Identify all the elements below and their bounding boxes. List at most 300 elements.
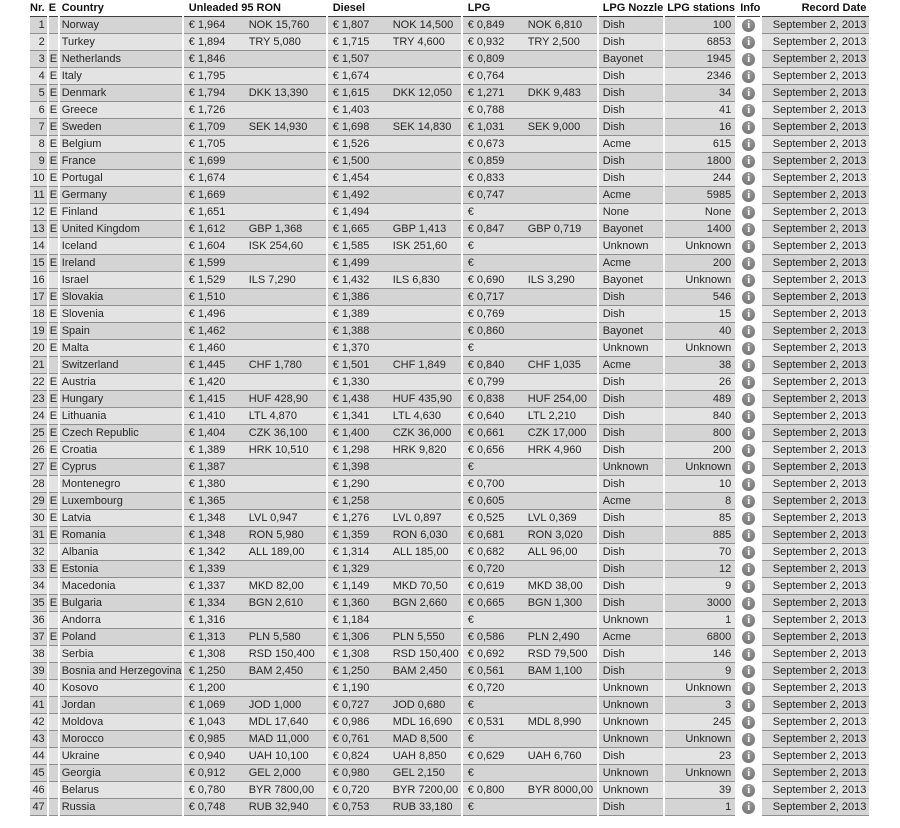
info-cell [737,272,760,289]
lpg-price-cell [463,51,597,68]
info-icon[interactable]: i [742,87,755,100]
country-name: Turkey [60,34,182,51]
country-name: Hungary [60,391,182,408]
info-icon[interactable]: i [742,631,755,644]
lpg-stations-count: 1400 [665,221,735,238]
lpg-price-cell [463,595,597,612]
lpg-stations-count: 885 [665,527,735,544]
lpg-price-cell [463,323,597,340]
unleaded-local-price: BYR 7800,00 [248,784,315,796]
info-icon[interactable]: i [742,291,755,304]
info-cell [737,731,760,748]
diesel-price-cell [328,544,461,561]
lpg-eur-price: € [467,342,474,354]
unleaded-local-price: PLN 5,580 [248,631,301,643]
info-cell [737,136,760,153]
diesel-price-cell [328,408,461,425]
record-date: September 2, 2013 [762,748,869,765]
info-icon[interactable]: i [742,206,755,219]
table-row [30,782,869,799]
diesel-eur-price: € 1,386 [332,291,370,303]
lpg-eur-price: € 0,586 [467,631,505,643]
diesel-price-cell [328,221,461,238]
unleaded-price-cell [184,289,326,306]
diesel-local-price: PLN 5,550 [392,631,445,643]
lpg-stations-count: 1 [665,799,735,816]
info-cell [737,374,760,391]
diesel-price-cell [328,697,461,714]
diesel-price-cell [328,595,461,612]
diesel-price-cell [328,17,461,34]
diesel-local-price: LVL 0,897 [392,512,442,524]
info-icon[interactable]: i [742,716,755,729]
info-icon[interactable]: i [742,70,755,83]
info-icon[interactable]: i [742,682,755,695]
row-number: 14 [30,238,47,255]
unleaded-price-cell [184,527,326,544]
lpg-eur-price: € 0,720 [467,682,505,694]
lpg-local-price: HUF 254,00 [527,393,587,405]
row-number: 36 [30,612,47,629]
table-row [30,629,869,646]
lpg-eur-price: € 0,640 [467,410,505,422]
unleaded-eur-price: € 0,940 [188,750,226,762]
country-name: Sweden [60,119,182,136]
diesel-price-cell [328,442,461,459]
info-icon[interactable]: i [742,121,755,134]
eu-indicator [49,663,58,680]
info-icon[interactable]: i [742,546,755,559]
row-number: 28 [30,476,47,493]
info-icon[interactable]: i [742,444,755,457]
diesel-eur-price: € 1,329 [332,563,370,575]
info-cell [737,357,760,374]
lpg-eur-price: € 0,682 [467,546,505,558]
unleaded-eur-price: € 1,846 [188,53,226,65]
unleaded-eur-price: € 1,705 [188,138,226,150]
lpg-price-cell [463,34,597,51]
unleaded-local-price: RSD 150,400 [248,648,315,660]
unleaded-eur-price: € 1,334 [188,597,226,609]
row-number: 9 [30,153,47,170]
unleaded-eur-price: € 0,748 [188,801,226,813]
lpg-eur-price: € [467,801,474,813]
record-date: September 2, 2013 [762,17,869,34]
lpg-stations-count: 615 [665,136,735,153]
country-name: Spain [60,323,182,340]
diesel-eur-price: € 1,715 [332,36,370,48]
lpg-price-cell [463,119,597,136]
country-name: Belarus [60,782,182,799]
unleaded-eur-price: € 1,410 [188,410,226,422]
lpg-eur-price: € 0,809 [467,53,505,65]
table-row [30,323,869,340]
row-number: 18 [30,306,47,323]
diesel-local-price: JOD 0,680 [392,699,446,711]
record-date: September 2, 2013 [762,476,869,493]
info-icon[interactable]: i [742,53,755,66]
record-date: September 2, 2013 [762,391,869,408]
diesel-eur-price: € 0,761 [332,733,370,745]
row-number: 44 [30,748,47,765]
info-cell [737,391,760,408]
record-date: September 2, 2013 [762,357,869,374]
table-row [30,391,869,408]
lpg-stations-count: 15 [665,306,735,323]
table-row [30,255,869,272]
record-date: September 2, 2013 [762,680,869,697]
diesel-eur-price: € 0,824 [332,750,370,762]
unleaded-price-cell [184,459,326,476]
unleaded-local-price: RUB 32,940 [248,801,309,813]
diesel-price-cell [328,204,461,221]
info-icon[interactable]: i [742,427,755,440]
info-icon[interactable]: i [742,19,755,32]
unleaded-price-cell [184,170,326,187]
eu-indicator: E [49,306,58,323]
country-name: Estonia [60,561,182,578]
lpg-nozzle-type: Dish [599,663,664,680]
unleaded-eur-price: € 1,415 [188,393,226,405]
info-icon[interactable]: i [742,597,755,610]
lpg-eur-price: € 0,769 [467,308,505,320]
info-icon[interactable]: i [742,580,755,593]
info-cell [737,17,760,34]
diesel-local-price: CHF 1,849 [392,359,446,371]
lpg-nozzle-type: Unknown [599,340,664,357]
table-row [30,731,869,748]
lpg-price-cell [463,663,597,680]
unleaded-price-cell [184,306,326,323]
table-row [30,51,869,68]
info-icon[interactable]: i [742,359,755,372]
diesel-price-cell [328,153,461,170]
lpg-eur-price: € 0,720 [467,563,505,575]
record-date: September 2, 2013 [762,187,869,204]
lpg-price-cell [463,68,597,85]
unleaded-price-cell [184,323,326,340]
table-row [30,544,869,561]
lpg-price-cell [463,17,597,34]
info-icon[interactable]: i [742,750,755,763]
lpg-nozzle-type: Dish [599,408,664,425]
table-row [30,765,869,782]
table-row [30,578,869,595]
lpg-nozzle-type: Dish [599,578,664,595]
info-icon[interactable]: i [742,257,755,270]
diesel-eur-price: € 1,258 [332,495,370,507]
fuel-prices-table [28,0,871,816]
info-icon[interactable]: i [742,325,755,338]
info-cell [737,714,760,731]
diesel-eur-price: € 1,454 [332,172,370,184]
info-cell [737,187,760,204]
diesel-price-cell [328,51,461,68]
lpg-eur-price: € [467,240,474,252]
lpg-eur-price: € 0,656 [467,444,505,456]
info-icon[interactable]: i [742,767,755,780]
info-icon[interactable]: i [742,36,755,49]
lpg-stations-count: 546 [665,289,735,306]
lpg-eur-price: € 0,764 [467,70,505,82]
lpg-eur-price: € [467,461,474,473]
lpg-stations-count: 85 [665,510,735,527]
info-icon[interactable]: i [742,410,755,423]
row-number: 39 [30,663,47,680]
lpg-local-price: SEK 9,000 [527,121,581,133]
info-cell [737,493,760,510]
info-icon[interactable]: i [742,784,755,797]
unleaded-eur-price: € 1,795 [188,70,226,82]
header-lpg: LPG [463,0,597,17]
lpg-nozzle-type: Bayonet [599,51,664,68]
record-date: September 2, 2013 [762,136,869,153]
unleaded-price-cell [184,612,326,629]
unleaded-eur-price: € 1,313 [188,631,226,643]
info-icon[interactable]: i [742,393,755,406]
info-icon[interactable]: i [742,240,755,253]
lpg-nozzle-type: Unknown [599,612,664,629]
diesel-local-price: RSD 150,400 [392,648,459,660]
record-date: September 2, 2013 [762,646,869,663]
header-lpg-nozzle: LPG Nozzle [599,0,664,17]
lpg-price-cell [463,221,597,238]
unleaded-eur-price: € 1,339 [188,563,226,575]
unleaded-local-price: LVL 0,947 [248,512,298,524]
unleaded-price-cell [184,578,326,595]
country-name: Denmark [60,85,182,102]
diesel-local-price: DKK 12,050 [392,87,453,99]
lpg-price-cell [463,272,597,289]
eu-indicator: E [49,136,58,153]
info-icon[interactable]: i [742,376,755,389]
lpg-eur-price: € 0,619 [467,580,505,592]
diesel-eur-price: € 1,432 [332,274,370,286]
diesel-local-price: BAM 2,450 [392,665,448,677]
lpg-price-cell [463,340,597,357]
eu-indicator: E [49,221,58,238]
unleaded-price-cell [184,629,326,646]
unleaded-eur-price: € 1,420 [188,376,226,388]
unleaded-local-price: HRK 10,510 [248,444,309,456]
lpg-nozzle-type: Acme [599,187,664,204]
lpg-eur-price: € 0,717 [467,291,505,303]
info-icon[interactable]: i [742,648,755,661]
info-icon[interactable]: i [742,189,755,202]
eu-indicator: E [49,408,58,425]
lpg-stations-count: Unknown [665,238,735,255]
info-icon[interactable]: i [742,138,755,151]
row-number: 15 [30,255,47,272]
eu-indicator: E [49,527,58,544]
lpg-nozzle-type: Unknown [599,731,664,748]
lpg-nozzle-type: Dish [599,17,664,34]
info-cell [737,629,760,646]
row-number: 1 [30,17,47,34]
table-row [30,374,869,391]
lpg-eur-price: € [467,767,474,779]
lpg-nozzle-type: Bayonet [599,221,664,238]
table-row [30,238,869,255]
eu-indicator [49,697,58,714]
unleaded-local-price: LTL 4,870 [248,410,298,422]
table-row [30,510,869,527]
lpg-price-cell [463,612,597,629]
unleaded-price-cell [184,187,326,204]
info-cell [737,680,760,697]
info-cell [737,425,760,442]
lpg-nozzle-type: Acme [599,629,664,646]
unleaded-eur-price: € 1,460 [188,342,226,354]
record-date: September 2, 2013 [762,714,869,731]
info-icon[interactable]: i [742,529,755,542]
lpg-eur-price: € 0,833 [467,172,505,184]
lpg-local-price: CHF 1,035 [527,359,581,371]
unleaded-price-cell [184,799,326,816]
info-cell [737,476,760,493]
country-name: Norway [60,17,182,34]
info-icon[interactable]: i [742,699,755,712]
lpg-local-price: MKD 38,00 [527,580,583,592]
diesel-eur-price: € 0,727 [332,699,370,711]
lpg-eur-price: € 0,838 [467,393,505,405]
country-name: Andorra [60,612,182,629]
record-date: September 2, 2013 [762,306,869,323]
record-date: September 2, 2013 [762,612,869,629]
record-date: September 2, 2013 [762,731,869,748]
info-cell [737,561,760,578]
diesel-local-price: RUB 33,180 [392,801,453,813]
lpg-price-cell [463,442,597,459]
lpg-local-price: ALL 96,00 [527,546,578,558]
lpg-stations-count: 16 [665,119,735,136]
lpg-nozzle-type: Dish [599,527,664,544]
diesel-price-cell [328,748,461,765]
diesel-price-cell [328,663,461,680]
diesel-price-cell [328,357,461,374]
eu-indicator: E [49,255,58,272]
info-icon[interactable]: i [742,223,755,236]
info-icon[interactable]: i [742,478,755,491]
lpg-price-cell [463,680,597,697]
lpg-price-cell [463,544,597,561]
record-date: September 2, 2013 [762,782,869,799]
info-cell [737,204,760,221]
eu-indicator [49,17,58,34]
info-icon[interactable]: i [742,274,755,287]
record-date: September 2, 2013 [762,595,869,612]
unleaded-price-cell [184,119,326,136]
lpg-stations-count: Unknown [665,272,735,289]
lpg-local-price: NOK 6,810 [527,19,583,31]
lpg-local-price: BAM 1,100 [527,665,583,677]
unleaded-price-cell [184,51,326,68]
row-number: 5 [30,85,47,102]
diesel-eur-price: € 1,314 [332,546,370,558]
record-date: September 2, 2013 [762,272,869,289]
country-name: Russia [60,799,182,816]
row-number: 38 [30,646,47,663]
country-name: Morocco [60,731,182,748]
info-icon[interactable]: i [742,342,755,355]
diesel-price-cell [328,799,461,816]
row-number: 20 [30,340,47,357]
info-icon[interactable]: i [742,172,755,185]
unleaded-price-cell [184,714,326,731]
lpg-nozzle-type: Dish [599,510,664,527]
diesel-price-cell [328,374,461,391]
country-name: Kosovo [60,680,182,697]
unleaded-price-cell [184,493,326,510]
lpg-nozzle-type: Unknown [599,238,664,255]
unleaded-eur-price: € 1,316 [188,614,226,626]
info-icon[interactable]: i [742,665,755,678]
info-cell [737,782,760,799]
diesel-price-cell [328,714,461,731]
lpg-price-cell [463,204,597,221]
info-icon[interactable]: i [742,155,755,168]
info-icon[interactable]: i [742,495,755,508]
diesel-local-price: ILS 6,830 [392,274,440,286]
lpg-price-cell [463,391,597,408]
info-cell [737,765,760,782]
diesel-local-price: ALL 185,00 [392,546,449,558]
info-icon[interactable]: i [742,308,755,321]
diesel-local-price: MAD 8,500 [392,733,448,745]
info-icon[interactable]: i [742,104,755,117]
unleaded-price-cell [184,595,326,612]
record-date: September 2, 2013 [762,510,869,527]
info-icon[interactable]: i [742,461,755,474]
record-date: September 2, 2013 [762,102,869,119]
lpg-stations-count: 2346 [665,68,735,85]
record-date: September 2, 2013 [762,408,869,425]
lpg-local-price: HRK 4,960 [527,444,582,456]
unleaded-local-price: CHF 1,780 [248,359,302,371]
country-name: Bosnia and Herzegovina [60,663,182,680]
info-icon[interactable]: i [742,733,755,746]
info-icon[interactable]: i [742,512,755,525]
table-row [30,799,869,816]
info-cell [737,34,760,51]
row-number: 41 [30,697,47,714]
unleaded-price-cell [184,697,326,714]
row-number: 26 [30,442,47,459]
lpg-nozzle-type: Bayonet [599,323,664,340]
diesel-eur-price: € 1,184 [332,614,370,626]
diesel-eur-price: € 1,250 [332,665,370,677]
diesel-price-cell [328,136,461,153]
lpg-nozzle-type: Dish [599,306,664,323]
lpg-eur-price: € 0,700 [467,478,505,490]
lpg-price-cell [463,748,597,765]
lpg-eur-price: € 0,692 [467,648,505,660]
info-cell [737,595,760,612]
lpg-stations-count: 1800 [665,153,735,170]
unleaded-price-cell [184,153,326,170]
table-row [30,68,869,85]
table-body [30,17,869,816]
eu-indicator: E [49,340,58,357]
lpg-price-cell [463,561,597,578]
lpg-eur-price: € 0,847 [467,223,505,235]
unleaded-price-cell [184,255,326,272]
diesel-local-price: CZK 36,000 [392,427,452,439]
info-icon[interactable]: i [742,563,755,576]
info-icon[interactable]: i [742,614,755,627]
info-icon[interactable]: i [742,801,755,814]
country-name: Macedonia [60,578,182,595]
